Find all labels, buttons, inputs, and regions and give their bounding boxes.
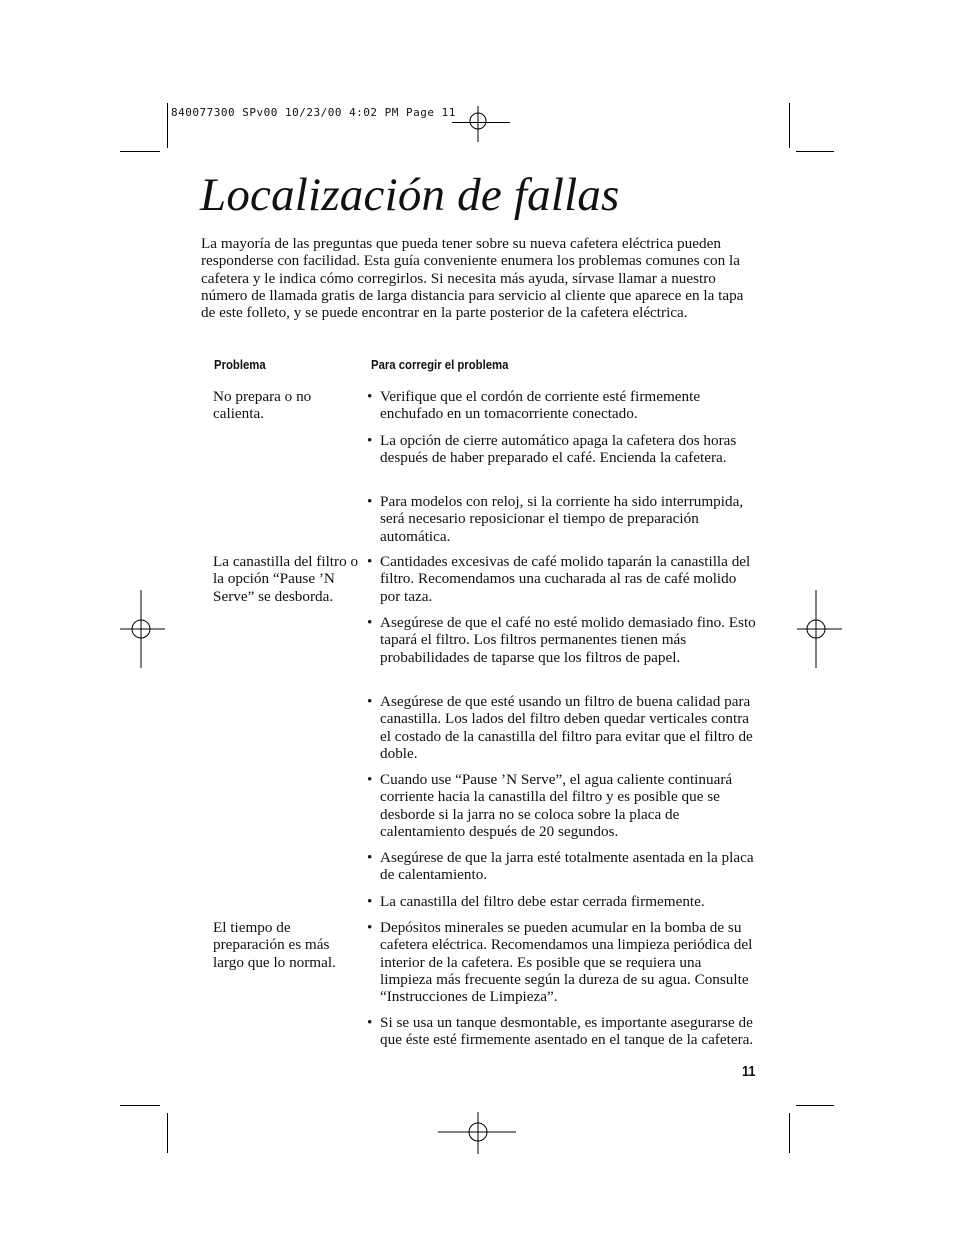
fix-text: Asegúrese de que esté usando un filtro de buena calidad para canastilla. Los lados del filtro deben quedar verticales contra el costado de la canastilla del filtro para evitar que el filtro de doble.: [380, 693, 753, 762]
fix-item: [367, 771, 757, 840]
fix-text: Depósitos minerales se pueden acumular en la bomba de su cafetera eléctrica. Recomendamos una limpieza periódica del interior de la cafetera. Es posible que se requiera una limpieza más frecuente según la dureza de su agua. Consulte “Instrucciones de Limpieza”.: [380, 919, 753, 1006]
fix-text: Para modelos con reloj, si la corriente ha sido interrumpida, será necesario reposicionar el tiempo de preparación automática.: [380, 493, 744, 545]
bullet-icon: •: [367, 388, 373, 405]
fix-item: [367, 893, 757, 910]
bullet-icon: •: [367, 693, 373, 710]
bullet-icon: •: [367, 432, 373, 449]
fix-item: [367, 614, 757, 666]
bullet-icon: •: [367, 849, 373, 866]
fix-item: [367, 849, 757, 884]
fix-text: Asegúrese de que la jarra esté totalmente asentada en la placa de calentamiento.: [380, 849, 754, 884]
fix-text: La opción de cierre automático apaga la cafetera dos horas después de haber preparado el café. Encienda la cafetera.: [380, 432, 737, 467]
printer-slug: 840077300 SPv00 10/23/00 4:02 PM Page 11: [171, 106, 456, 119]
fix-text: Verifique que el cordón de corriente esté firmemente enchufado en un tomacorriente conectado.: [380, 388, 701, 423]
bullet-icon: •: [367, 1014, 373, 1031]
crop-mark-top-left-horizontal: [120, 151, 160, 152]
crop-mark-bottom-left-horizontal: [120, 1105, 160, 1106]
crop-mark-bottom-right-horizontal: [796, 1105, 834, 1106]
crop-mark-top-right-horizontal: [796, 151, 834, 152]
registration-mark-right-icon: [794, 590, 844, 668]
page-number: 11: [742, 1063, 756, 1080]
crop-mark-bottom-left-vertical: [167, 1113, 168, 1153]
fix-text: Cantidades excesivas de café molido taparán la canastilla del filtro. Recomendamos una cucharada al ras de café molido por taza.: [380, 553, 751, 605]
crop-mark-bottom-right-vertical: [789, 1113, 790, 1153]
fix-item: [367, 693, 757, 762]
registration-mark-top-icon: [458, 102, 498, 142]
bullet-icon: •: [367, 614, 373, 631]
fix-item: [367, 919, 757, 1005]
crop-mark-top-right-vertical: [789, 103, 790, 148]
bullet-icon: •: [367, 553, 373, 570]
fix-item: [367, 493, 757, 545]
column-header-fix: Para corregir el problema: [371, 357, 509, 372]
fix-text: Cuando use “Pause ’N Serve”, el agua caliente continuará corriente hacia la canastilla del filtro y es posible que se desborde si la jarra no se coloca sobre la placa de calentamiento después de 20 segundos.: [380, 771, 733, 840]
fix-text: La canastilla del filtro debe estar cerrada firmemente.: [380, 893, 705, 910]
fix-text: Asegúrese de que el café no esté molido demasiado fino. Esto tapará el filtro. Los filtros permanentes tienen más probabilidades de taparse que los filtros de papel.: [380, 614, 756, 666]
problem-cell: No prepara o no calienta.: [213, 388, 312, 423]
bullet-icon: •: [367, 893, 373, 910]
fix-item: [367, 553, 757, 605]
page-title: Localización de fallas: [200, 169, 620, 221]
bullet-icon: •: [367, 493, 373, 510]
fix-item: [367, 1014, 757, 1049]
fix-item: [367, 388, 757, 423]
registration-mark-left-icon: [120, 590, 170, 668]
problem-cell: El tiempo de preparación es más largo que lo normal.: [213, 919, 336, 971]
crop-mark-top-left-vertical: [167, 103, 168, 148]
bullet-icon: •: [367, 771, 373, 788]
fix-text: Si se usa un tanque desmontable, es importante asegurarse de que éste esté firmemente asentado en el tanque de la cafetera.: [380, 1014, 754, 1049]
column-header-problem: Problema: [214, 357, 266, 372]
fix-item: [367, 432, 757, 467]
intro-paragraph: La mayoría de las preguntas que pueda tener sobre su nueva cafetera eléctrica pueden responderse con facilidad. Esta guía conveniente enumera los problemas comunes con la cafetera y le indica cómo corregirlos. Si necesita más ayuda, sírvase llamar a nuestro número de llamada gratis de larga distancia para servicio al cliente que aparece en la tapa de este folleto, y se puede encontrar en la parte posterior de la cafetera eléctrica.: [201, 235, 744, 322]
registration-mark-bottom-icon: [438, 1112, 518, 1154]
bullet-icon: •: [367, 919, 373, 936]
problem-cell: La canastilla del filtro o la opción “Pause ’N Serve” se desborda.: [213, 553, 359, 605]
